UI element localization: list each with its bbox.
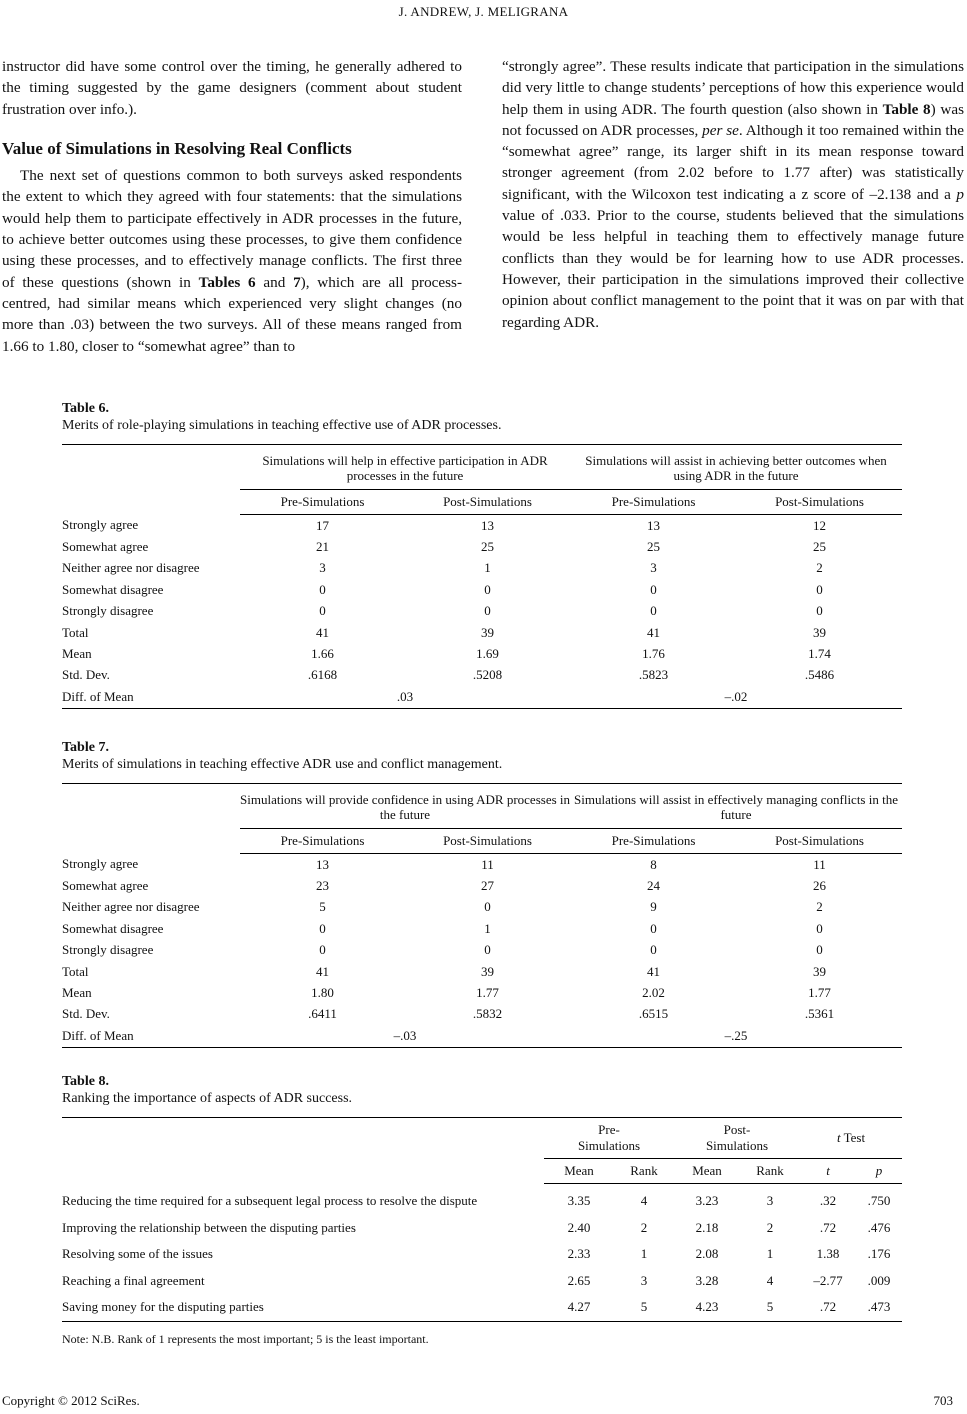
table-cell: 2.33 — [567, 1246, 591, 1262]
table-row — [62, 875, 902, 896]
table-cell: 5 — [740, 1294, 800, 1321]
table-cell: 0 — [650, 942, 657, 958]
text-run: “strongly agree”. These results indicate that participation in the simulations did very little to change students’ perceptions of how this experience would help them in using ADR. The fourth question (also shown in — [502, 58, 964, 118]
column-header: Post-Simulations — [405, 829, 570, 854]
left-column — [2, 56, 462, 357]
table-cell: 41 — [647, 963, 660, 979]
table-row — [62, 515, 902, 537]
table-8 — [62, 1117, 902, 1322]
table-cell: 24 — [647, 878, 660, 894]
table-cell: .6168 — [307, 667, 338, 683]
row-label: Neither agree nor disagree — [62, 899, 200, 915]
column-header: Mean — [674, 1159, 740, 1184]
table-cell: 3 — [640, 1272, 648, 1288]
table-cell: 4.27 — [544, 1294, 614, 1321]
column-header: Pre-Simulations — [240, 490, 405, 515]
table-cell: 39 — [481, 963, 494, 979]
table-cell: 8 — [650, 856, 657, 872]
table-cell: 1.66 — [311, 646, 334, 662]
table-row — [62, 558, 902, 579]
table-cell: .5486 — [804, 667, 835, 683]
row-label: Somewhat disagree — [62, 920, 164, 936]
table-cell: 3 — [650, 560, 657, 576]
table-cell: 3.23 — [695, 1193, 719, 1209]
table-cell: 13 — [481, 517, 494, 533]
table-cell: 41 — [316, 963, 329, 979]
table-cell: 0 — [319, 920, 326, 936]
paragraph-1: instructor did have some control over the timing, he generally adhered to the timing suggested by the game designers (comment about student frustration over info.). — [2, 58, 462, 118]
table-row — [62, 1294, 902, 1321]
table-cell: 13 — [316, 856, 329, 872]
table-row — [62, 1215, 902, 1242]
column-header: Pre-Simulations — [570, 490, 737, 515]
table-8-body — [62, 1184, 902, 1322]
table-row — [62, 1004, 902, 1025]
row-label: Std. Dev. — [62, 667, 110, 683]
table-cell: 11 — [481, 856, 494, 872]
row-label: Std. Dev. — [62, 1006, 110, 1022]
row-label: Diff. of Mean — [62, 686, 240, 708]
row-label: Mean — [62, 646, 92, 662]
table-cell: 1 — [484, 560, 491, 576]
column-header: p — [856, 1159, 902, 1184]
table-cell: 13 — [647, 517, 660, 533]
table-cell: 0 — [816, 920, 823, 936]
table-cell: 0 — [816, 581, 823, 597]
table-cell: 0 — [319, 603, 326, 619]
table-8-note: Note: N.B. Rank of 1 represents the most important; 5 is the least important. — [62, 1331, 429, 1346]
table-6-title: Table 6. — [62, 401, 109, 416]
table-cell: 3.35 — [567, 1193, 591, 1209]
t-test-label: Test — [840, 1130, 866, 1145]
row-label: Somewhat agree — [62, 539, 149, 555]
column-header: t — [800, 1159, 856, 1184]
text-run: The next set of questions common to both surveys asked respondents the extent to which they agreed with four statements: that the simulations would help them to participate effectively in ADR processes in the future, to achieve better outcomes using these processes, to give them confidence using these processes, and to effectively manage conflicts. The first three of these questions (shown in — [2, 167, 462, 291]
table-cell: .5832 — [472, 1006, 503, 1022]
table-row — [62, 940, 902, 961]
table-cell: .009 — [867, 1272, 891, 1288]
table-6-caption: Merits of role-playing simulations in teaching effective use of ADR processes. — [62, 418, 502, 433]
table-row — [62, 982, 902, 1003]
table-cell: 2 — [640, 1219, 648, 1235]
column-header: Post-Simulations — [737, 490, 902, 515]
table-cell: .5361 — [804, 1006, 835, 1022]
table-cell: 21 — [316, 539, 329, 555]
table-8-group-pre: Pre- Simulations — [544, 1118, 674, 1159]
table-cell: 2.02 — [642, 985, 665, 1001]
table-cell: 2.40 — [567, 1219, 591, 1235]
table-7-block — [62, 739, 902, 1048]
table-7-caption: Merits of simulations in teaching effective ADR use and conflict management. — [62, 757, 503, 772]
column-header: Rank — [614, 1159, 674, 1184]
table-row — [62, 622, 902, 643]
row-label: Resolving some of the issues — [62, 1246, 213, 1262]
page-number: 703 — [933, 1393, 953, 1408]
table-cell: .72 — [800, 1294, 856, 1321]
italic-term: p — [956, 185, 964, 203]
table-cell: 1.77 — [476, 985, 499, 1001]
column-header: Rank — [740, 1159, 800, 1184]
table-7 — [62, 783, 902, 1048]
row-label: Strongly disagree — [62, 603, 154, 619]
table-cell: 23 — [316, 878, 329, 894]
table-6-block — [62, 400, 902, 709]
table-cell: 1 — [766, 1246, 774, 1262]
table-cell: 0 — [816, 603, 823, 619]
table-cell: 1.80 — [311, 985, 334, 1001]
diff-cell: –.25 — [570, 1025, 902, 1047]
table-cell: 25 — [813, 539, 826, 555]
table-cell: –2.77 — [813, 1272, 843, 1288]
table-cell: 2.65 — [567, 1272, 591, 1288]
table-row — [62, 601, 902, 622]
row-label: Total — [62, 624, 89, 640]
diff-cell: –.02 — [570, 686, 902, 708]
table-ref: Table 8 — [882, 100, 931, 118]
table-6-body — [62, 515, 902, 709]
table-7-body — [62, 854, 902, 1048]
right-column — [502, 56, 964, 333]
table-cell: 9 — [650, 899, 657, 915]
table-6-group-header: Simulations will assist in achieving better outcomes when using ADR in the future — [570, 445, 902, 490]
column-header: Post-Simulations — [737, 829, 902, 854]
table-6 — [62, 444, 902, 709]
table-cell: 0 — [484, 899, 491, 915]
paragraph-2 — [2, 165, 462, 357]
table-cell: .6515 — [638, 1006, 669, 1022]
table-7-title: Table 7. — [62, 740, 109, 755]
text-run: . Although it too remained within the “somewhat agree” range, its larger shift in its mean response toward stronger agreement (from 2.02 before to 1.77 after) was statistically significant, with the Wilcoxon test indicating a z score of –2.138 and a — [502, 121, 964, 203]
table-row — [62, 536, 902, 557]
italic-term: per se — [702, 121, 739, 139]
diff-cell: –.03 — [240, 1025, 570, 1047]
table-cell: 2 — [766, 1219, 774, 1235]
table-cell: 2.08 — [695, 1246, 719, 1262]
table-8-caption: Ranking the importance of aspects of ADR success. — [62, 1091, 353, 1106]
table-cell: 4 — [766, 1272, 774, 1288]
table-cell: 0 — [484, 581, 491, 597]
table-cell: 0 — [816, 942, 823, 958]
table-8-group-ttest — [800, 1118, 902, 1159]
table-cell: 1.74 — [808, 646, 831, 662]
row-label: Improving the relationship between the disputing parties — [62, 1219, 356, 1235]
table-cell: 3 — [766, 1193, 774, 1209]
text-run: ), which are all process-centred, had similar means which experienced very slight changes (no more than .03) between the two surveys. All of these means ranged from 1.66 to 1.80, closer to “somewhat agree” than to — [2, 273, 463, 355]
table-cell: .750 — [867, 1193, 891, 1209]
diff-row — [62, 686, 902, 708]
table-cell: 5 — [614, 1294, 674, 1321]
table-row — [62, 1184, 902, 1215]
table-cell: 41 — [647, 624, 660, 640]
table-cell: .72 — [819, 1219, 837, 1235]
table-row — [62, 918, 902, 939]
diff-cell: .03 — [240, 686, 570, 708]
table-ref: Tables 6 — [198, 273, 256, 291]
row-label: Strongly agree — [62, 856, 139, 872]
table-6-group-header: Simulations will help in effective participation in ADR processes in the future — [240, 445, 570, 490]
text-run: ) was not focussed on ADR processes, — [502, 100, 964, 139]
table-row — [62, 579, 902, 600]
table-cell: 26 — [813, 878, 826, 894]
table-cell: 0 — [319, 581, 326, 597]
table-8-group-post: Post- Simulations — [674, 1118, 800, 1159]
table-cell: .176 — [867, 1246, 891, 1262]
paragraph-3 — [502, 56, 964, 333]
table-cell: 0 — [319, 942, 326, 958]
table-row — [62, 1268, 902, 1295]
column-header: Mean — [544, 1159, 614, 1184]
row-label: Neither agree nor disagree — [62, 560, 200, 576]
table-cell: 2 — [816, 560, 823, 576]
table-cell: 1.38 — [816, 1246, 840, 1262]
table-cell: 39 — [813, 963, 826, 979]
diff-row — [62, 1025, 902, 1047]
table-cell: 39 — [481, 624, 494, 640]
table-cell: 12 — [813, 517, 826, 533]
column-header: Pre-Simulations — [570, 829, 737, 854]
table-cell: .6411 — [308, 1006, 337, 1022]
column-header: Post-Simulations — [405, 490, 570, 515]
table-cell: 17 — [316, 517, 329, 533]
table-cell: 2 — [816, 899, 823, 915]
table-cell: 0 — [484, 603, 491, 619]
table-cell: 4 — [640, 1193, 648, 1209]
table-row — [62, 643, 902, 664]
section-title: Value of Simulations in Resolving Real Conflicts — [2, 138, 352, 158]
table-cell: .5823 — [638, 667, 669, 683]
table-cell: 1.77 — [808, 985, 831, 1001]
table-row — [62, 897, 902, 918]
table-8-title: Table 8. — [62, 1074, 109, 1089]
table-row — [62, 854, 902, 876]
t-symbol: t — [836, 1130, 841, 1145]
row-label: Somewhat agree — [62, 878, 149, 894]
table-cell: 39 — [813, 624, 826, 640]
column-header: Pre-Simulations — [240, 829, 405, 854]
table-cell: .5208 — [472, 667, 503, 683]
table-cell: 1.69 — [476, 646, 499, 662]
row-label: Reducing the time required for a subsequent legal process to resolve the dispute — [62, 1193, 478, 1208]
row-label: Mean — [62, 985, 92, 1001]
table-cell: 0 — [484, 942, 491, 958]
table-7-group-header: Simulations will assist in effectively managing conflicts in the future — [570, 784, 902, 829]
table-cell: 0 — [650, 603, 657, 619]
row-label: Total — [62, 963, 89, 979]
table-cell: 27 — [481, 878, 494, 894]
table-cell: 0 — [650, 920, 657, 936]
table-row — [62, 961, 902, 982]
table-cell: 25 — [647, 539, 660, 555]
table-8-block — [62, 1073, 902, 1347]
table-row — [62, 665, 902, 686]
text-run: value of .033. Prior to the course, students believed that the simulations would be less helpful in teaching them to effectively manage future conflicts than they would be for learning how to use ADR processes. However, their participation in the simulations improved their collective opinion about conflict management to the point that it was on par with that regarding ADR. — [502, 207, 964, 331]
table-row — [62, 1241, 902, 1268]
row-label: Strongly agree — [62, 517, 139, 533]
row-label: Strongly disagree — [62, 942, 154, 958]
table-cell: 1 — [484, 920, 491, 936]
table-cell: 41 — [316, 624, 329, 640]
table-cell: 2.18 — [695, 1219, 719, 1235]
running-header: J. ANDREW, J. MELIGRANA — [398, 4, 569, 19]
table-cell: 1.76 — [642, 646, 665, 662]
table-cell: .32 — [819, 1193, 837, 1209]
table-7-group-header: Simulations will provide confidence in using ADR processes in the future — [240, 784, 570, 829]
text-run: and — [255, 273, 294, 291]
table-cell: 1 — [640, 1246, 648, 1262]
table-cell: 4.23 — [674, 1294, 740, 1321]
table-cell: 3.28 — [695, 1272, 719, 1288]
table-ref: 7 — [293, 273, 301, 291]
row-label: Reaching a final agreement — [62, 1272, 205, 1288]
table-cell: .476 — [867, 1219, 891, 1235]
footer-copyright: Copyright © 2012 SciRes. — [2, 1393, 140, 1408]
table-cell: 11 — [813, 856, 826, 872]
row-label: Somewhat disagree — [62, 581, 164, 597]
row-label: Diff. of Mean — [62, 1025, 240, 1047]
table-cell: 25 — [481, 539, 494, 555]
table-cell: 3 — [319, 560, 326, 576]
table-cell: 0 — [650, 581, 657, 597]
row-label: Saving money for the disputing parties — [62, 1294, 544, 1321]
table-cell: .473 — [856, 1294, 902, 1321]
table-cell: 5 — [319, 899, 326, 915]
